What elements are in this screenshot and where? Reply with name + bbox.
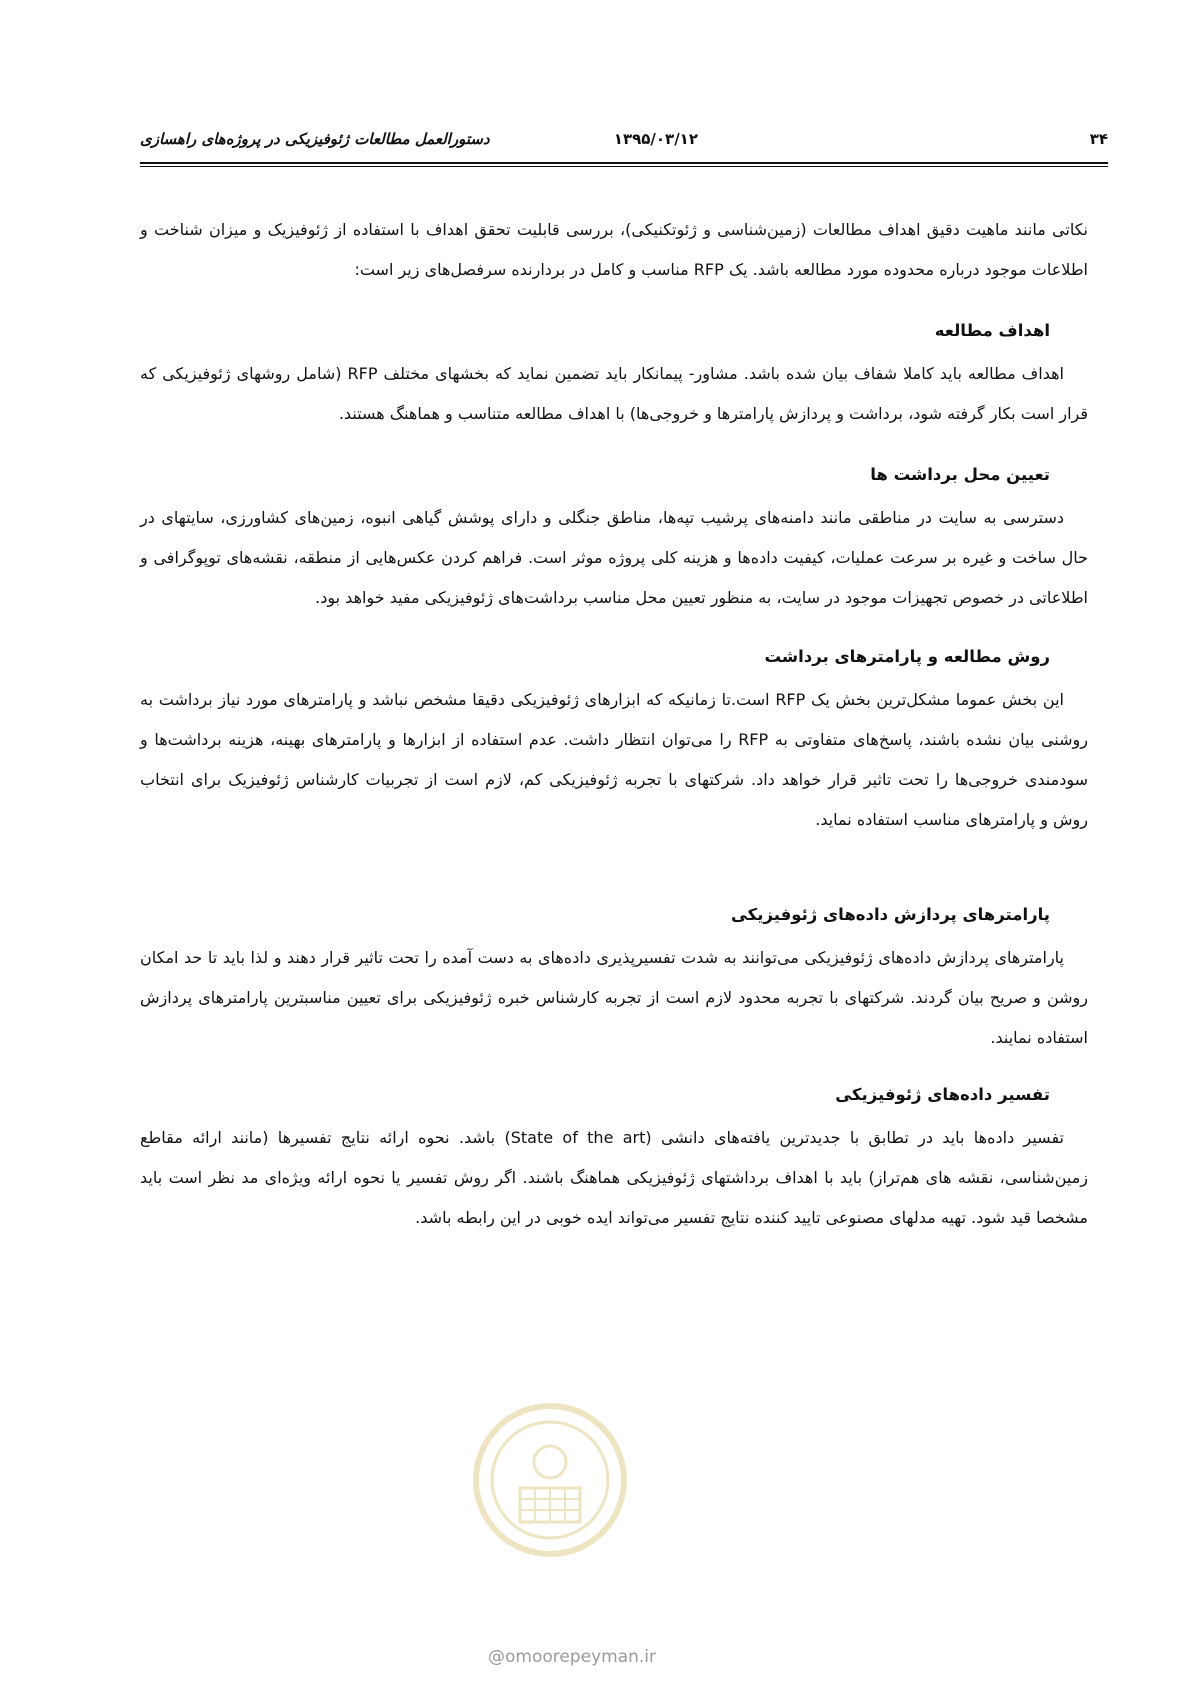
section-objectives	[140, 314, 1088, 434]
at-icon: @	[488, 1647, 505, 1667]
header-rule-thin	[140, 166, 1108, 167]
page-number: ۳۴	[1089, 130, 1108, 148]
watermark-seal-icon	[470, 1400, 630, 1560]
section-paragraph: این بخش عموما مشکل‌ترین بخش یک RFP است.تا زمانیکه که ابزارهای ژئوفیزیکی دقیقا مشخص نباشد و پارامترهای مورد نیاز برداشت به روشنی بیان نشده باشند، پاسخ‌های متفاوتی به RFP را می‌توان انتظار داشت. عدم استفاده از ابزارها و پارامترهای بهینه، هزینه برداشت‌ها و سودمندی خروجی‌ها را تحت تاثیر قرار خواهد داد. شرکتهای با تجربه ژئوفیزیکی کم، لازم است از تجربیات کارشناس ژئوفیزیک برای انتخاب روش و پارامترهای مناسب استفاده نماید.	[140, 690, 1088, 829]
section-processing-parameters	[140, 898, 1088, 1058]
watermark-url	[488, 1647, 656, 1667]
section-heading: تفسیر داده‌های ژئوفیزیکی	[835, 1085, 1050, 1104]
watermark-site: omoorepeyman.ir	[505, 1647, 657, 1667]
section-heading: اهداف مطالعه	[934, 321, 1050, 340]
body-content	[140, 210, 1088, 1238]
section-paragraph: تفسیر داده‌ها باید در تطابق با جدیدترین یافته‌های دانشی (State of the art) باشد. نحوه ارائه نتایج تفسیرها (مانند ارائه مقاطع زمین‌شناسی، نقشه های هم‌تراز) باید با اهداف برداشتهای ژئوفیزیکی هماهنگ باشند. اگر روش تفسیر یا نحوه ارائه ویژه‌ای مد نظر است باید مشخصا قید شود. تهیه مدلهای مصنوعی تایید کننده نتایج تفسیر می‌تواند ایده خوبی در این رابطه باشد.	[140, 1128, 1088, 1227]
document-date: ۱۳۹۵/۰۳/۱۲	[613, 130, 698, 148]
intro-paragraph: نکاتی مانند ماهیت دقیق اهداف مطالعات (زمین‌شناسی و ژئوتکنیکی)، بررسی قابلیت تحقق اهداف با استفاده از ژئوفیزیک و میزان شناخت و اطلاعات موجود درباره محدوده مورد مطالعه باشد. یک RFP مناسب و کامل در بردارنده سرفصل‌های زیر است:	[140, 220, 1088, 279]
section-heading: پارامترهای پردازش داده‌های ژئوفیزیکی	[730, 905, 1050, 924]
running-header	[140, 130, 1108, 156]
section-heading: روش مطالعه و پارامترهای برداشت	[764, 647, 1050, 666]
section-heading: تعیین محل برداشت ها	[870, 465, 1050, 484]
section-paragraph: دسترسی به سایت در مناطقی مانند دامنه‌های پرشیب تپه‌ها، مناطق جنگلی و دارای پوشش گیاهی انبوه، زمین‌های کشاورزی، سایتهای در حال ساخت و غیره بر سرعت عملیات، کیفیت داده‌ها و هزینه کلی پروژه موثر است. فراهم کردن عکس‌هایی از منطقه، نقشه‌های توپوگرافی و اطلاعاتی در خصوص تجهیزات موجود در سایت، به منظور تعیین محل مناسب برداشت‌های ژئوفیزیکی مفید خواهد بود.	[140, 508, 1088, 607]
section-paragraph: اهداف مطالعه باید کاملا شفاف بیان شده باشد. مشاور- پیمانکار باید تضمین نماید که بخشهای مختلف RFP (شامل روشهای ژئوفیزیکی که قرار است بکار گرفته شود، برداشت و پردازش پارامترها و خروجی‌ها) با اهداف مطالعه متناسب و هماهنگ هستند.	[140, 364, 1088, 423]
section-data-interpretation	[140, 1078, 1088, 1238]
section-paragraph: پارامترهای پردازش داده‌های ژئوفیزیکی می‌توانند به شدت تفسیرپذیری داده‌های به دست آمده را تحت تاثیر قرار دهند و لذا باید تا حد امکان روشن و صریح بیان گردند. شرکتهای با تجربه محدود لازم است از تجربه کارشناس خبره ژئوفیزیکی برای تعیین مناسبترین پارامترهای پردازش استفاده نمایند.	[140, 948, 1088, 1047]
header-rule-thick	[140, 162, 1108, 164]
section-survey-method	[140, 640, 1088, 840]
document-title: دستورالعمل مطالعات ژئوفیزیکی در پروژه‌های راهسازی	[140, 130, 490, 148]
section-survey-locations	[140, 458, 1088, 618]
